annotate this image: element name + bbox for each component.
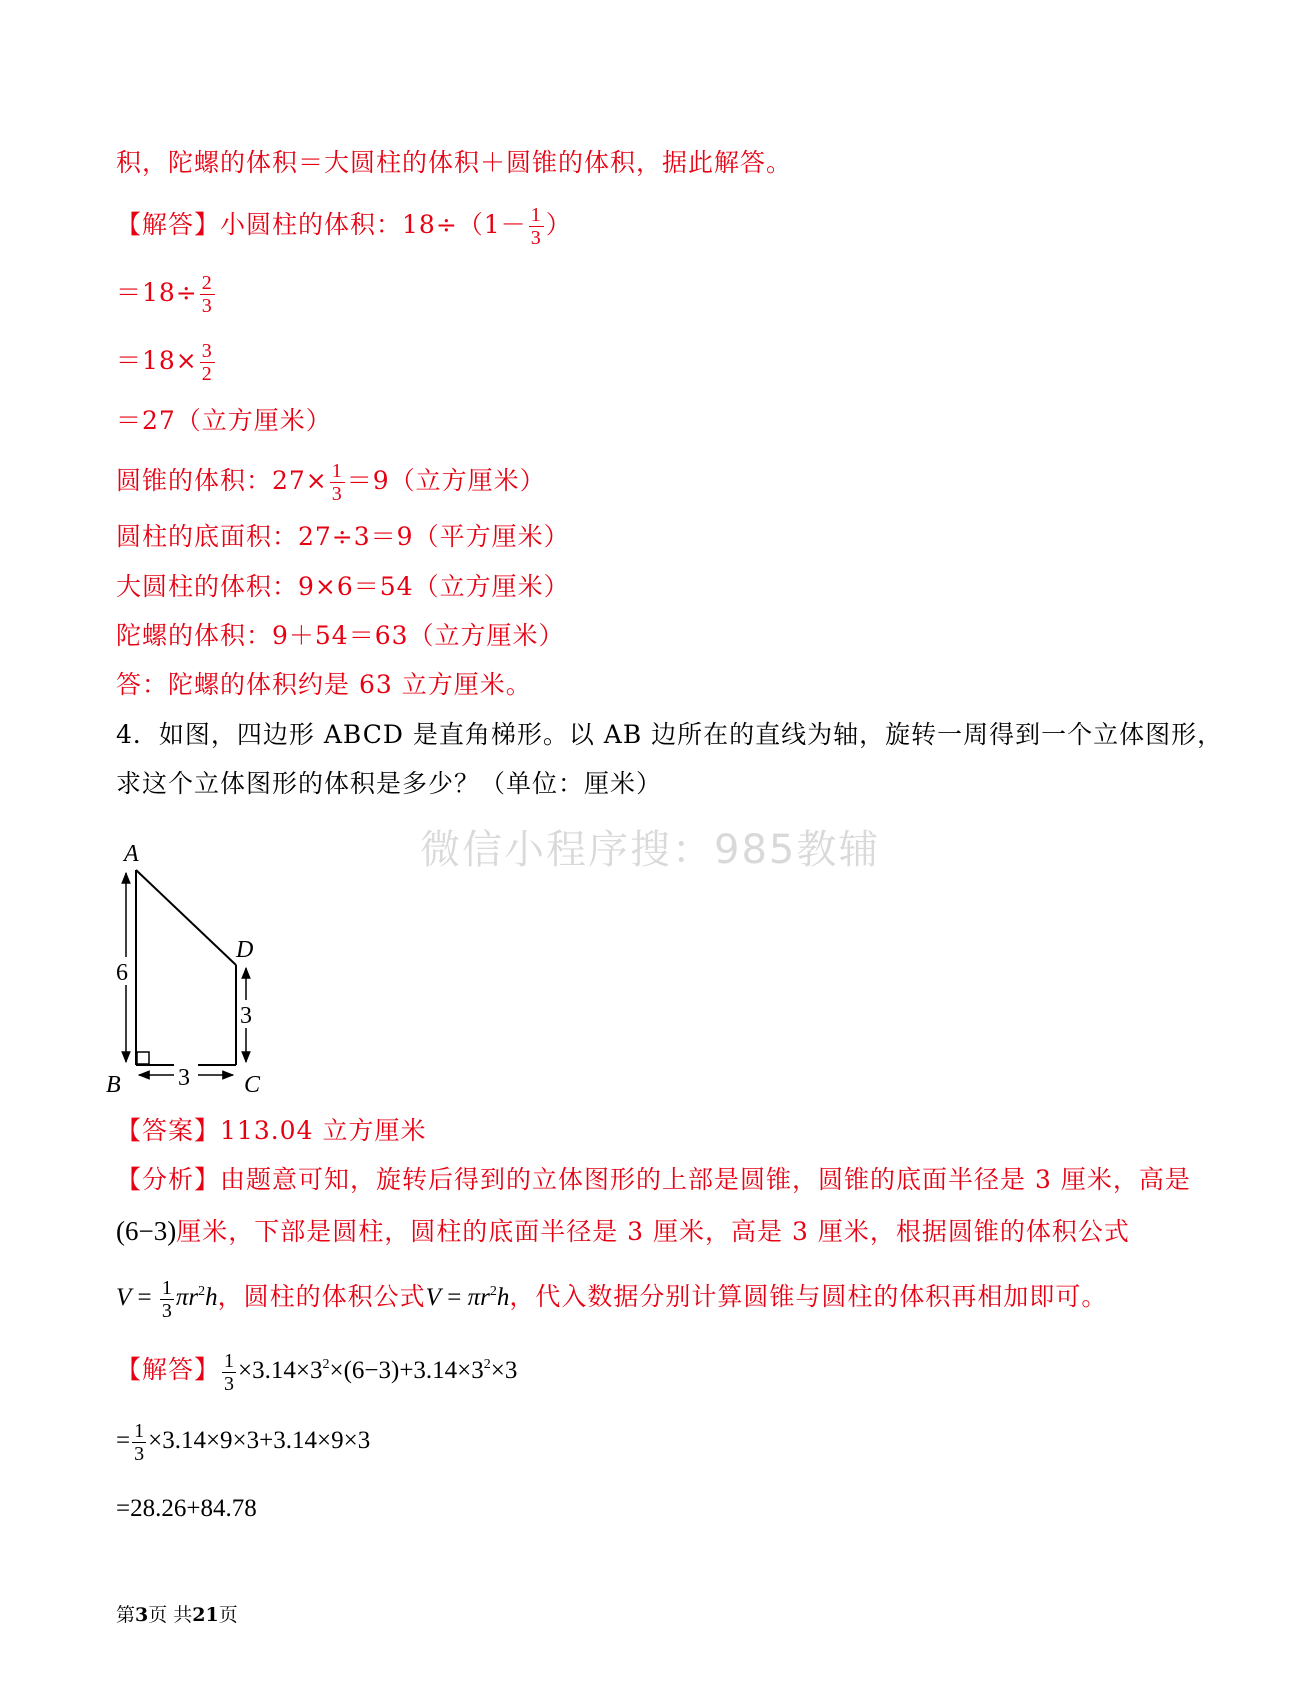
analysis-line-3 — [116, 1275, 1107, 1322]
fraction: $\frac{2}{3}$ — [201, 272, 213, 317]
analysis-line-2 — [116, 1214, 1130, 1249]
solution-text: 小圆柱的体积：18÷（1－ — [220, 210, 527, 239]
vertex-label-c: C — [244, 1072, 261, 1095]
analysis-line-1 — [116, 1163, 1191, 1197]
solution-step-1 — [116, 1348, 517, 1395]
vertex-label-a: A — [124, 841, 139, 867]
question-4-line-1: 4．如图，四边形 ABCD 是直角梯形。以 AB 边所在的直线为轴，旋转一周得到一个立体图形， — [116, 720, 1224, 749]
vertex-label-b: B — [106, 1072, 121, 1095]
fraction: $\frac{1}{3}$ — [331, 460, 343, 505]
solution-tag: 【解答】 — [116, 1355, 221, 1384]
watermark: 微信小程序搜：985教辅 — [420, 827, 881, 873]
dimension-label-dc: 3 — [240, 1003, 252, 1029]
equation-text: ＝9（立方厘米） — [346, 466, 546, 495]
cone-volume-formula: V = $\frac{1}{3}$ $\pi r^2h$ — [116, 1276, 218, 1322]
dimension-label-ab: 6 — [116, 960, 128, 986]
analysis-text: ，圆柱的体积公式 — [217, 1282, 426, 1311]
close-paren: ） — [545, 210, 572, 239]
solution-line-4 — [116, 340, 217, 385]
footer-text: 页 共 — [148, 1604, 193, 1626]
solution-line-1: 积，陀螺的体积＝大圆柱的体积＋圆锥的体积，据此解答。 — [116, 148, 793, 177]
solution-line-7: 圆柱的底面积：27÷3＝9（平方厘米） — [116, 522, 570, 551]
analysis-text: 由题意可知，旋转后得到的立体图形的上部是圆锥，圆锥的底面半径是 3 厘米，高是 — [220, 1165, 1191, 1194]
answer-tag: 【答案】 — [116, 1116, 221, 1145]
footer-text: 页 — [218, 1604, 238, 1626]
equation-text: 圆锥的体积：27× — [116, 466, 328, 495]
solution-tag: 【解答】 — [116, 210, 221, 239]
solution-step-2 — [116, 1420, 370, 1465]
solution-line-2 — [116, 204, 572, 249]
solution-line-5: ＝27（立方厘米） — [116, 406, 332, 435]
solution-math: = $\frac{1}{3}$ ×3.14×9×3+3.14×9×3 — [116, 1420, 371, 1465]
equation-text: ＝18× — [116, 346, 198, 375]
edge-ad — [136, 870, 236, 965]
dimension-label-bc: 3 — [178, 1065, 190, 1091]
solution-line-9: 陀螺的体积：9＋54＝63（立方厘米） — [116, 621, 565, 650]
vertex-label-d: D — [236, 937, 254, 963]
solution-step-3: =28.26+84.78 — [116, 1495, 257, 1522]
analysis-math: (6−3) — [116, 1216, 177, 1246]
right-angle-mark — [137, 1052, 149, 1064]
answer-line — [116, 1114, 426, 1148]
solution-line-10: 答：陀螺的体积约是 63 立方厘米。 — [116, 670, 532, 699]
analysis-text: 厘米，下部是圆柱，圆柱的底面半径是 3 厘米，高是 3 厘米，根据圆锥的体积公式 — [176, 1217, 1130, 1246]
solution-line-3 — [116, 272, 217, 317]
analysis-text: ，代入数据分别计算圆锥与圆柱的体积再相加即可。 — [509, 1282, 1108, 1311]
fraction: $\frac{1}{3}$ — [530, 204, 542, 249]
page-number: 3 — [135, 1604, 149, 1626]
question-4-line-2: 求这个立体图形的体积是多少？（单位：厘米） — [116, 769, 663, 798]
total-pages: 21 — [192, 1604, 219, 1626]
page-footer — [116, 1600, 238, 1627]
fraction: $\frac{3}{2}$ — [201, 340, 213, 385]
equation-text: ＝18÷ — [116, 278, 198, 307]
trapezoid-figure — [100, 835, 300, 1095]
solution-line-8: 大圆柱的体积：9×6＝54（立方厘米） — [116, 572, 570, 601]
analysis-tag: 【分析】 — [116, 1165, 221, 1194]
solution-line-6 — [116, 460, 546, 505]
cylinder-volume-formula: $V = \pi r^2h$ — [425, 1284, 510, 1311]
answer-text: 113.04 立方厘米 — [220, 1116, 427, 1145]
solution-math: $\frac{1}{3}$ $\times 3.14\times 3^2\times(6-3)+3.14\times 3^2\times 3$ — [224, 1349, 518, 1395]
footer-text: 第 — [116, 1604, 136, 1626]
